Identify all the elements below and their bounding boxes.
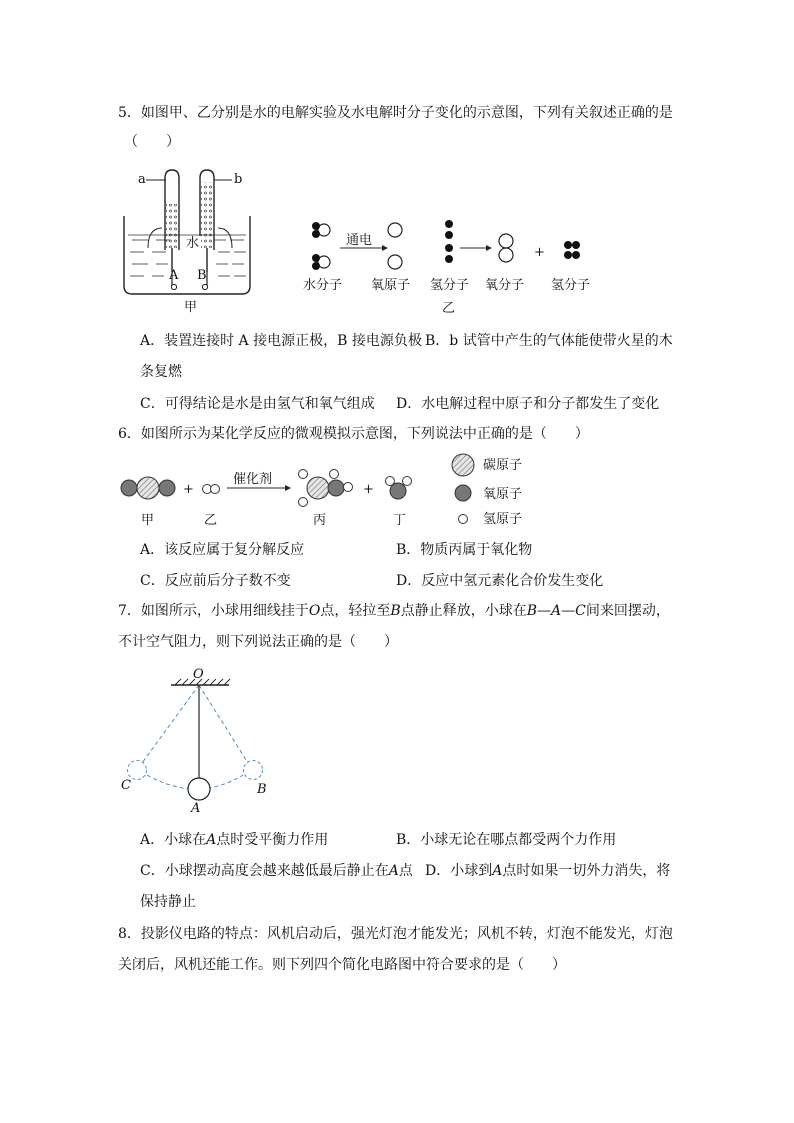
q5-answer-paren: （ ） <box>124 134 180 150</box>
q5-option-d: D．水电解过程中原子和分子都发生了变化 <box>396 396 660 412</box>
q8-stem-line2: 关闭后，风机还能工作。则下列四个简化电路图中符合要求的是（ ） <box>118 957 566 973</box>
q5-label-hydrogen-molecule-2: 氢分子 <box>551 278 591 293</box>
q7-option-c: C．小球摆动高度会越来越低最后静止在A点 <box>140 863 413 879</box>
q6-catalyst-label: 催化剂 <box>233 472 273 487</box>
q7-option-d-cont: 保持静止 <box>140 894 196 910</box>
q6-legend-hydrogen-circle <box>457 513 471 527</box>
q7-label-B: B <box>257 782 267 797</box>
q5-label-B: B <box>197 268 207 283</box>
q6-label-ding: 丁 <box>393 513 407 528</box>
q6-option-d: D．反应中氢元素化合价发生变化 <box>396 573 604 589</box>
q5-option-b: B．b 试管中产生的气体能使带火星的木 <box>425 333 673 349</box>
q6-option-b: B．物质丙属于氧化物 <box>396 542 533 558</box>
q6-legend-oxygen: 氧原子 <box>483 487 523 502</box>
q5-stem: 5．如图甲、乙分别是水的电解实验及水电解时分子变化的示意图，下列有关叙述正确的是 <box>118 105 673 121</box>
q5-option-b-cont: 条复燃 <box>140 364 182 380</box>
q5-label-oxygen-molecule: 氧分子 <box>485 278 525 293</box>
q6-legend-hydrogen: 氢原子 <box>483 512 523 527</box>
q7-label-O: O <box>193 667 204 682</box>
q7-option-b: B．小球无论在哪点都受两个力作用 <box>396 832 617 848</box>
q5-caption-yi: 乙 <box>442 301 456 316</box>
q5-label-b: b <box>234 172 243 187</box>
q6-label-yi: 乙 <box>204 513 218 528</box>
q7-stem-line1: 7．如图所示，小球用细线挂于O点，轻拉至B点静止释放，小球在B—A—C间来回摆动， <box>118 603 670 619</box>
q5-option-a: A．装置连接时 A 接电源正极，B 接电源负极 <box>140 333 422 349</box>
q7-option-a: A．小球在A点时受平衡力作用 <box>140 832 329 848</box>
q7-stem-line2: 不计空气阻力，则下列说法正确的是（ ） <box>118 634 398 650</box>
q5-label-water: 水 <box>186 236 200 251</box>
q6-plus-2: + <box>363 482 374 497</box>
q5-label-hydrogen-molecule: 氢分子 <box>430 278 470 293</box>
q6-option-c: C．反应前后分子数不变 <box>140 573 291 589</box>
q6-plus-1: + <box>183 482 194 497</box>
q8-stem-line1: 8．投影仪电路的特点：风机启动后，强光灯泡才能发光；风机不转，灯泡不能发光，灯泡 <box>118 926 673 942</box>
q6-legend-carbon: 碳原子 <box>483 458 523 473</box>
q5-caption-jia: 甲 <box>184 300 198 315</box>
q6-label-bing: 丙 <box>313 513 327 528</box>
q5-label-a: a <box>138 172 146 187</box>
q5-label-water-molecule: 水分子 <box>303 278 343 293</box>
q5-label-A: A <box>169 268 179 283</box>
q6-option-a: A．该反应属于复分解反应 <box>140 542 305 558</box>
q7-label-C: C <box>121 778 131 793</box>
q7-option-d: D．小球到A点时如果一切外力消失，将 <box>425 863 671 879</box>
q6-stem: 6．如图所示为某化学反应的微观模拟示意图，下列说法中正确的是（ ） <box>118 426 589 442</box>
q5-arrow-label: 通电 <box>346 233 373 248</box>
q5-option-c: C．可得结论是水是由氢气和氧气组成 <box>140 396 375 412</box>
q5-label-oxygen-atom: 氧原子 <box>371 278 411 293</box>
q5-plus: + <box>534 245 545 260</box>
q7-label-A: A <box>191 801 201 816</box>
q6-label-jia: 甲 <box>141 513 155 528</box>
